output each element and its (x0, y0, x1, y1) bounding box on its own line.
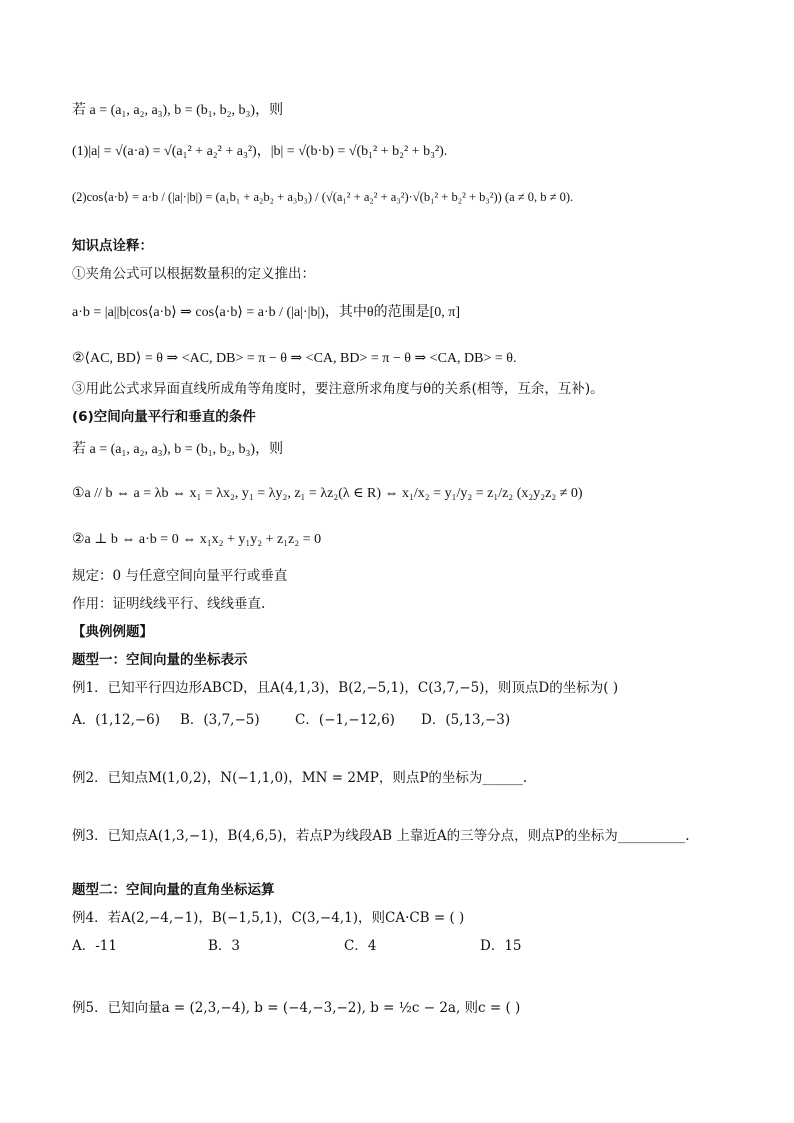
heading-knowledge: 知识点诠释： (72, 238, 153, 254)
line-1: 若 a = (a₁, a₂, a₃), b = (b₁, b₂, b₃)，则 (72, 103, 284, 118)
heading-type-1: 题型一：空间向量的坐标表示 (72, 652, 248, 668)
heading-parallel-perpendicular: (6)空间向量平行和垂直的条件 (72, 409, 256, 425)
line-8: 若 a = (a₁, a₂, a₃), b = (b₁, b₂, b₃)，则 (72, 442, 284, 457)
option-d: D．(5,13,−3) (421, 712, 511, 728)
option-b: B．(3,7,−5) (180, 712, 260, 728)
line-4: ①夹角公式可以根据数量积的定义推出： (72, 266, 315, 282)
line-6: ②⟨AC, BD⟩ = θ ⇒ <AC, DB> = π − θ ⇒ <CA, BD> = π − θ ⇒ <CA, DB> = θ. (72, 351, 517, 366)
line-3: (2)cos⟨a·b⟩ = a·b / (|a|·|b|) = (a₁b₁ + a₂b₂ + a₃b₃) / (√(a₁² + a₂² + a₃²)·√(b₁² + b₂² + b₃²)) (a ≠ 0, b ≠ 0). (72, 190, 574, 204)
heading-type-2: 题型二：空间向量的直角坐标运算 (72, 882, 275, 898)
example-1: 例1．已知平行四边形ABCD，且A(4,1,3)，B(2,−5,1)，C(3,7,−5)，则顶点D的坐标为( ) (72, 680, 619, 696)
line-11: 规定：0 与任意空间向量平行或垂直 (72, 568, 288, 584)
line-12: 作用：证明线线平行、线线垂直. (72, 596, 266, 612)
example-4-options (72, 936, 522, 956)
option-b: B．3 (208, 938, 241, 954)
example-4: 例4．若A(2,−4,−1)，B(−1,5,1)，C(3,−4,1)，则CA·CB = ( ) (72, 910, 465, 926)
option-a: A．(1,12,−6) (72, 712, 161, 728)
line-9: ①a // b ⇔ a = λb ⇔ x₁ = λx₂, y₁ = λy₂, z₁ = λz₂(λ ∈ R) ⇔ x₁/x₂ = y₁/y₂ = z₁/z₂ (x₂y₂z₂ ≠ 0) (72, 486, 583, 501)
option-a: A．-11 (72, 938, 117, 954)
example-1-options (72, 710, 510, 730)
option-c: C．(−1,−12,6) (295, 712, 395, 728)
example-5: 例5．已知向量a = (2,3,−4), b = (−4,−3,−2), b = ½c − 2a, 则c = ( ) (72, 1000, 521, 1016)
example-3: 例3．已知点A(1,3,−1)，B(4,6,5)，若点P为线段AB 上靠近A的三等分点，则点P的坐标为__________. (72, 828, 690, 844)
line-10: ②a ⊥ b ⇔ a·b = 0 ⇔ x₁x₂ + y₁y₂ + z₁z₂ = 0 (72, 532, 322, 547)
option-d: D．15 (480, 938, 522, 954)
line-2: (1)|a| = √(a·a) = √(a₁² + a₂² + a₃²)，|b| = √(b·b) = √(b₁² + b₂² + b₃²). (72, 144, 448, 159)
option-c: C．4 (344, 938, 377, 954)
example-2: 例2．已知点M(1,0,2)，N(−1,1,0)，MN = 2MP，则点P的坐标为______. (72, 770, 528, 786)
heading-examples: 【典例例题】 (72, 624, 153, 640)
line-5: a·b = |a||b|cos⟨a·b⟩ ⇒ cos⟨a·b⟩ = a·b / (|a|·|b|)，其中θ的范围是[0, π] (72, 305, 461, 320)
line-7: ③用此公式求异面直线所成角等角度时，要注意所求角度与θ的关系(相等，互余，互补)。 (72, 381, 604, 397)
